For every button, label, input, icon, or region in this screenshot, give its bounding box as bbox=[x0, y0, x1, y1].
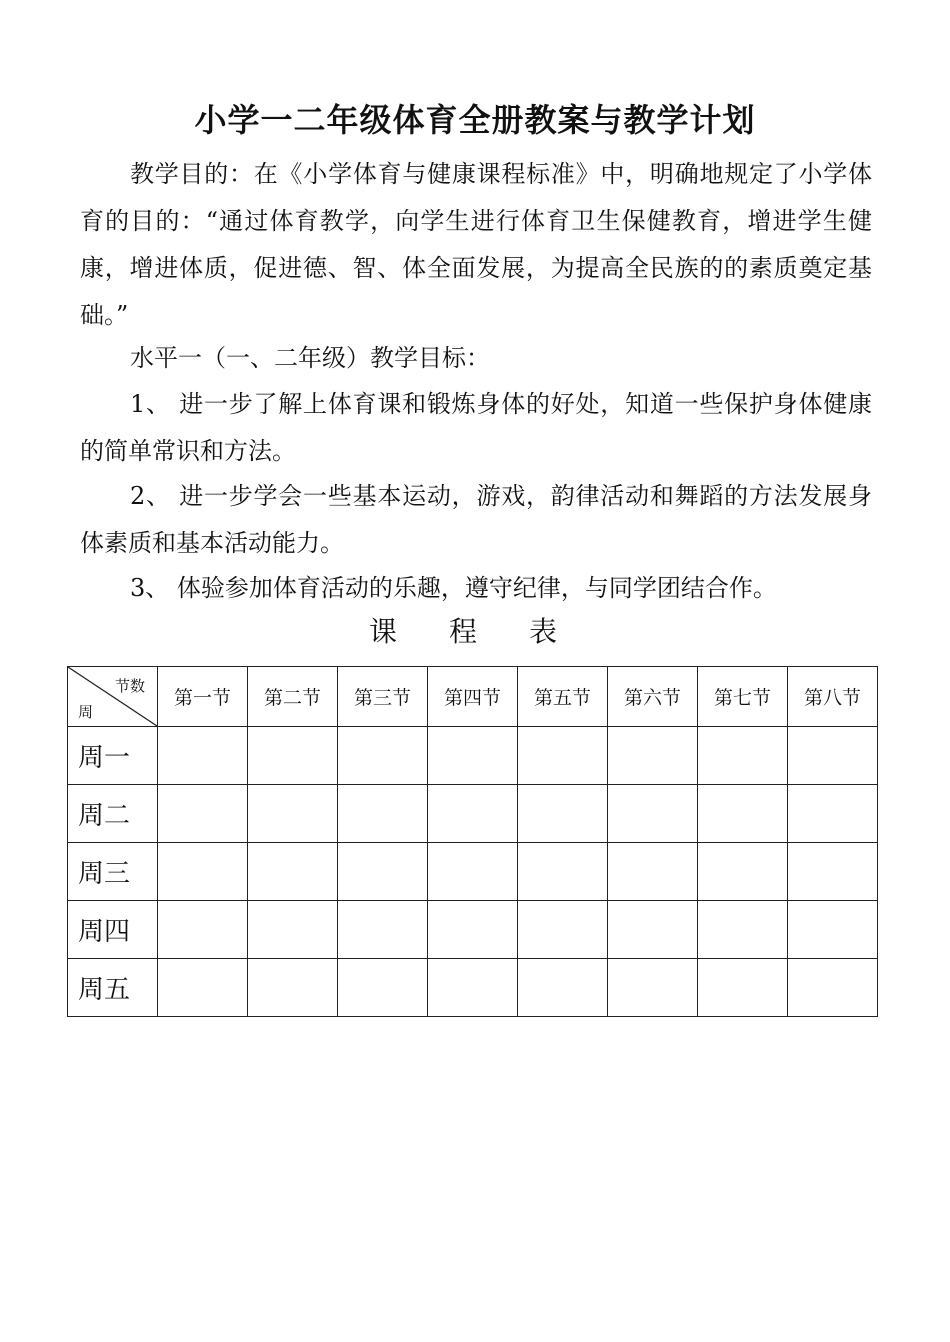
schedule-cell bbox=[518, 727, 608, 785]
schedule-cell bbox=[518, 901, 608, 959]
schedule-title: 课程表 bbox=[368, 615, 609, 648]
schedule-cell bbox=[788, 843, 878, 901]
schedule-cell bbox=[428, 785, 518, 843]
column-header: 第二节 bbox=[248, 667, 338, 727]
schedule-cell bbox=[788, 959, 878, 1017]
column-header: 第四节 bbox=[428, 667, 518, 727]
schedule-cell bbox=[608, 843, 698, 901]
schedule-cell bbox=[158, 901, 248, 959]
schedule-cell bbox=[248, 785, 338, 843]
schedule-cell bbox=[698, 901, 788, 959]
row-header: 周三 bbox=[68, 843, 158, 901]
schedule-cell bbox=[698, 959, 788, 1017]
column-header: 第三节 bbox=[338, 667, 428, 727]
table-row bbox=[68, 901, 878, 959]
schedule-cell bbox=[608, 959, 698, 1017]
schedule-cell bbox=[158, 843, 248, 901]
schedule-cell bbox=[338, 727, 428, 785]
row-header: 周二 bbox=[68, 785, 158, 843]
schedule-cell bbox=[428, 727, 518, 785]
schedule-cell bbox=[698, 727, 788, 785]
column-header: 第七节 bbox=[698, 667, 788, 727]
schedule-cell bbox=[248, 727, 338, 785]
column-header: 第一节 bbox=[158, 667, 248, 727]
schedule-cell bbox=[158, 785, 248, 843]
row-header: 周四 bbox=[68, 901, 158, 959]
schedule-cell bbox=[788, 901, 878, 959]
corner-label-week: 周 bbox=[78, 703, 94, 721]
schedule-cell bbox=[698, 843, 788, 901]
schedule-cell bbox=[608, 785, 698, 843]
schedule-cell bbox=[338, 785, 428, 843]
schedule-cell bbox=[158, 959, 248, 1017]
schedule-cell bbox=[248, 901, 338, 959]
goal-item-3: 3、 体验参加体育活动的乐趣，遵守纪律，与同学团结合作。 bbox=[130, 574, 777, 602]
schedule-cell bbox=[338, 901, 428, 959]
schedule-cell bbox=[338, 959, 428, 1017]
schedule-cell bbox=[518, 785, 608, 843]
purpose-paragraph: 教学目的：在《小学体育与健康课程标准》中，明确地规定了小学体育的目的：“通过体育教学，向学生进行体育卫生保健教育，增进学生健康，增进体质，促进德、智、体全面发展，为提高全民族的的素质奠定基础。” bbox=[80, 160, 872, 329]
schedule-header-row bbox=[68, 667, 878, 727]
schedule-cell bbox=[158, 727, 248, 785]
corner-label-periods: 节数 bbox=[114, 677, 145, 695]
schedule-cell bbox=[698, 785, 788, 843]
goal-item-1: 1、 进一步了解上体育课和锻炼身体的好处，知道一些保护身体健康的简单常识和方法。 bbox=[80, 390, 872, 465]
schedule-cell bbox=[608, 901, 698, 959]
schedule-cell bbox=[428, 901, 518, 959]
column-header: 第六节 bbox=[608, 667, 698, 727]
schedule-cell bbox=[428, 843, 518, 901]
schedule-cell bbox=[608, 727, 698, 785]
table-row bbox=[68, 959, 878, 1017]
schedule-cell bbox=[518, 843, 608, 901]
schedule-cell bbox=[788, 727, 878, 785]
schedule-table bbox=[67, 666, 878, 1017]
document-title: 小学一二年级体育全册教案与教学计划 bbox=[194, 101, 756, 139]
row-header: 周一 bbox=[68, 727, 158, 785]
column-header: 第五节 bbox=[518, 667, 608, 727]
schedule-cell bbox=[428, 959, 518, 1017]
table-row bbox=[68, 785, 878, 843]
schedule-cell bbox=[788, 785, 878, 843]
table-row bbox=[68, 727, 878, 785]
schedule-corner-cell bbox=[68, 667, 158, 727]
schedule-cell bbox=[338, 843, 428, 901]
schedule-cell bbox=[518, 959, 608, 1017]
schedule-cell bbox=[248, 959, 338, 1017]
table-row bbox=[68, 843, 878, 901]
column-header: 第八节 bbox=[788, 667, 878, 727]
goal-item-2: 2、 进一步学会一些基本运动，游戏，韵律活动和舞蹈的方法发展身体素质和基本活动能力。 bbox=[80, 482, 872, 557]
row-header: 周五 bbox=[68, 959, 158, 1017]
level-heading: 水平一（一、二年级）教学目标： bbox=[130, 344, 490, 372]
schedule-cell bbox=[248, 843, 338, 901]
